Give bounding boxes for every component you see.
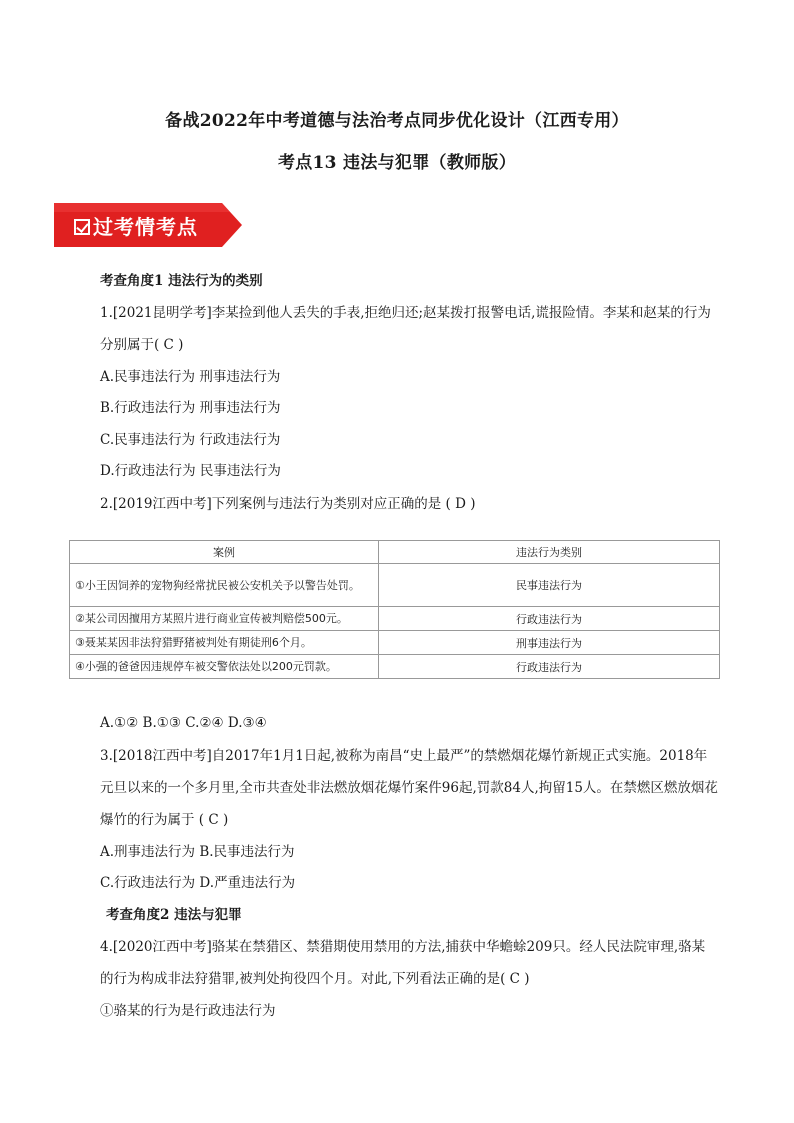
q1-stem-line1: 1.[2021昆明学考]李某捡到他人丢失的手表,拒绝归还;赵某拨打报警电话,谎报险情。李某和赵某的行为 bbox=[100, 305, 711, 321]
table-cell-category: 民事违法行为 bbox=[379, 564, 720, 607]
section-banner bbox=[54, 203, 242, 247]
q1-stem-line2: 分别属于( C ) bbox=[100, 337, 184, 353]
table-cell-case: ④小强的爸爸因违规停车被交警依法处以200元罚款。 bbox=[70, 655, 379, 679]
document-title: 备战2022年中考道德与法治考点同步优化设计（江西专用） bbox=[165, 111, 629, 131]
table-cell-case: ②某公司因擅用方某照片进行商业宣传被判赔偿500元。 bbox=[70, 607, 379, 631]
q1-option-b: B.行政违法行为 刑事违法行为 bbox=[100, 400, 281, 416]
q2-options: A.①② B.①③ C.②④ D.③④ bbox=[100, 715, 267, 731]
table-cell-category: 刑事违法行为 bbox=[379, 631, 720, 655]
table-header-category: 违法行为类别 bbox=[379, 541, 720, 564]
q4-stem-line2: 的行为构成非法狩猎罪,被判处拘役四个月。对此,下列看法正确的是( C ) bbox=[100, 971, 530, 987]
table-cell-category: 行政违法行为 bbox=[379, 607, 720, 631]
cases-table bbox=[69, 540, 720, 679]
q1-option-c: C.民事违法行为 行政违法行为 bbox=[100, 432, 281, 448]
q4-stem-line1: 4.[2020江西中考]骆某在禁猎区、禁猎期使用禁用的方法,捕获中华蟾蜍209只。经人民法院审理,骆某 bbox=[100, 939, 706, 955]
q4-item1: ①骆某的行为是行政违法行为 bbox=[100, 1003, 276, 1019]
table-row bbox=[70, 564, 720, 607]
q1-option-a: A.民事违法行为 刑事违法行为 bbox=[100, 369, 281, 385]
table-header-row bbox=[70, 541, 720, 564]
q1-option-d: D.行政违法行为 民事违法行为 bbox=[100, 463, 281, 479]
table-cell-category: 行政违法行为 bbox=[379, 655, 720, 679]
table-row bbox=[70, 607, 720, 631]
section-heading-angle1: 考查角度1 违法行为的类别 bbox=[100, 273, 263, 289]
q3-stem-line2: 元旦以来的一个多月里,全市共查处非法燃放烟花爆竹案件96起,罚款84人,拘留15人。在禁燃区燃放烟花 bbox=[100, 780, 718, 796]
document-subtitle: 考点13 违法与犯罪（教师版） bbox=[277, 153, 517, 173]
checkbox-icon bbox=[74, 219, 90, 235]
table-row bbox=[70, 631, 720, 655]
q3-stem-line1: 3.[2018江西中考]自2017年1月1日起,被称为南昌“史上最严”的禁燃烟花爆竹新规正式实施。2018年 bbox=[100, 748, 708, 764]
q3-options-cd: C.行政违法行为 D.严重违法行为 bbox=[100, 875, 296, 891]
banner-label: 过考情考点 bbox=[93, 215, 198, 239]
q2-stem: 2.[2019江西中考]下列案例与违法行为类别对应正确的是 ( D ) bbox=[100, 496, 476, 512]
table-cell-case: ③聂某某因非法狩猎野猪被判处有期徒刑6个月。 bbox=[70, 631, 379, 655]
table-row bbox=[70, 655, 720, 679]
table-header-case: 案例 bbox=[70, 541, 379, 564]
q3-stem-line3: 爆竹的行为属于 ( C ) bbox=[100, 812, 229, 828]
q3-options-ab: A.刑事违法行为 B.民事违法行为 bbox=[100, 844, 295, 860]
table-cell-case: ①小王因饲养的宠物狗经常扰民被公安机关予以警告处罚。 bbox=[70, 564, 379, 607]
section-heading-angle2: 考查角度2 违法与犯罪 bbox=[106, 907, 242, 923]
